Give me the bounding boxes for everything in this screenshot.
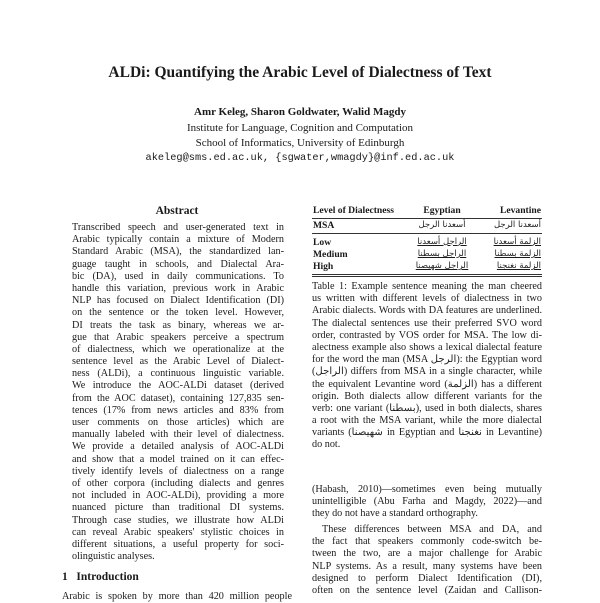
level-cell: High: [313, 261, 334, 273]
table-row: [312, 220, 542, 232]
table-header-row: [312, 205, 542, 217]
text-line: (الراجل) differs from MSA in a single character, while: [312, 366, 542, 378]
header-egyptian: Egyptian: [423, 205, 461, 216]
text-line: ness (ALDi), a continuous linguistic variable.: [72, 368, 284, 380]
abstract-body: [72, 222, 284, 563]
table-rule: [312, 218, 542, 219]
text-line: (Habash, 2010)—sometimes even being mutually: [312, 484, 542, 495]
level-cell: MSA: [313, 220, 335, 232]
text-line: of dialectness, which we operationalize at the: [72, 343, 284, 355]
text-line: do not.: [312, 439, 341, 451]
text-line: We introduce the AOC-ALDi dataset (derived: [72, 380, 284, 392]
table-row: [312, 261, 542, 273]
text-line: tively identify levels of dialectness on a range: [72, 465, 284, 477]
header-level: Level of Dialectness: [313, 205, 394, 216]
author-emails: akeleg@sms.ed.ac.uk, {sgwater,wmagdy}@inf.ed.ac.uk: [145, 152, 455, 164]
level-cell: Medium: [313, 248, 348, 260]
right-paragraph-1: [312, 484, 542, 521]
abstract-heading: Abstract: [155, 205, 199, 217]
text-line: for the word the man (MSA الرجل): the Egyptian word: [312, 354, 542, 366]
text-line: Arabic is spoken by more than 420 million people: [62, 591, 292, 602]
text-line: and show that a model trained on it can effec-: [72, 453, 284, 465]
right-paragraph-2: [312, 524, 542, 597]
text-line: unintelligible (Abu Farha and Magdy, 2022)—and: [312, 496, 542, 508]
egyptian-cell: الراجل أسعدنا: [417, 236, 467, 247]
levantine-cell: الزلمة نغنجنا: [496, 261, 541, 272]
affiliation-institute: Institute for Language, Cognition and Computation: [186, 122, 414, 134]
text-line: Arabic typically contain a mixture of Modern: [72, 234, 284, 246]
text-line: bic (DA), used in daily communications. To: [72, 270, 284, 282]
text-line: can reveal Arabic speakers' stylistic choices in: [72, 526, 284, 538]
text-line: origin. Both dialects allow different variants for the: [312, 390, 542, 402]
text-line: not included in AOC-ALDi), providing a more: [72, 490, 284, 502]
levantine-cell: الزلمة أسعدنا: [493, 236, 541, 247]
header-levantine: Levantine: [499, 205, 541, 216]
text-line: order, contrasted by VOS order for MSA. The low di-: [312, 329, 542, 341]
introduction-body: [62, 591, 292, 603]
text-line: manually labeled with their level of dialectness.: [72, 429, 284, 441]
text-line: NLP systems. As a result, many systems have been: [312, 560, 542, 572]
egyptian-cell: أسعدنا الرجل: [418, 220, 466, 231]
levantine-cell: أسعدنا الرجل: [493, 220, 541, 231]
text-line: different situations, a useful property for soci-: [72, 538, 284, 550]
text-line: on the sentence or the token level. However,: [72, 307, 284, 319]
text-line: We provide a detailed analysis of AOC-ALDi: [72, 441, 284, 453]
text-line: verb: one variant (بسطنا), used in both dialects, shares: [312, 402, 542, 414]
text-line: us written with different levels of dialectness in two: [312, 293, 542, 305]
table-rule: [312, 276, 542, 277]
text-line: gue that Arabic speakers perceive a spectrum: [72, 331, 284, 343]
text-line: the equivalent Levantine word (الزلمة) has a different: [312, 378, 542, 390]
introduction-heading: 1 Introduction: [62, 571, 139, 583]
dialectness-table: [312, 205, 542, 273]
text-line: a root with the MSA variant, while the more dialectal: [312, 415, 542, 427]
text-line: Arabic dialects. Words with DA features are underlined.: [312, 305, 542, 317]
table-caption: [312, 281, 542, 452]
text-line: sentence level as the Arabic Level of Dialect-: [72, 356, 284, 368]
text-line: the fact that speakers commonly code-switch be-: [312, 536, 542, 548]
text-line: NLP has focused on Dialect Identification (DI): [72, 295, 284, 307]
text-line: user comments on those articles) which are: [72, 417, 284, 428]
affiliation-school: School of Informatics, University of Edinburgh: [195, 137, 405, 149]
table-rule: [312, 233, 542, 234]
levantine-cell: الزلمة بسطنا: [494, 248, 541, 259]
text-line: of other corpora (including dialects and genres: [72, 477, 284, 489]
text-line: These differences between MSA and DA, and: [322, 524, 542, 535]
authors: Amr Keleg, Sharon Goldwater, Walid Magdy: [194, 106, 406, 118]
text-line: DI treats the task as binary, whereas we ar-: [72, 319, 284, 331]
egyptian-cell: الراجل شهيصنا: [415, 261, 469, 272]
text-line: handle this variation, previous work in Arabic: [72, 282, 284, 294]
table-row: [312, 249, 542, 261]
table-row: [312, 237, 542, 249]
text-line: nuanced picture than traditional DI systems.: [72, 502, 284, 514]
text-line: guage taught in schools, and Dialectal Ara-: [72, 258, 284, 270]
text-line: Standard Arabic (MSA), the standardized lan-: [72, 246, 284, 258]
text-line: they do not have a standard orthography.: [312, 508, 478, 520]
text-line: variants (شهيصنا in Egyptian and نغنجنا in Levantine): [312, 427, 542, 439]
text-line: The dialectal sentences use their preferred SVO word: [312, 317, 542, 329]
table-rule: [312, 274, 542, 275]
text-line: Transcribed speech and user-generated text in: [72, 222, 284, 233]
text-line: Table 1: Example sentence meaning the man cheered: [312, 281, 542, 292]
text-line: tences (17% from news articles and 83% from: [72, 404, 284, 416]
text-line: often on the sentence level (Zaidan and Callison-: [312, 584, 542, 596]
text-line: olinguistic analyses.: [72, 551, 155, 563]
level-cell: Low: [313, 236, 332, 248]
text-line: designed to perform Dialect Identification (DI),: [312, 572, 542, 584]
text-line: tween the two, are a major challenge for Arabic: [312, 548, 542, 560]
egyptian-cell: الراجل بسطنا: [417, 248, 467, 259]
text-line: from the AOC dataset), containing 127,835 sen-: [72, 392, 284, 404]
paper-title: ALDi: Quantifying the Arabic Level of Dialectness of Text: [108, 64, 492, 81]
text-line: alectness example also shows a lexical dialectal feature: [312, 341, 542, 353]
text-line: Through case studies, we illustrate how ALDi: [72, 514, 284, 526]
